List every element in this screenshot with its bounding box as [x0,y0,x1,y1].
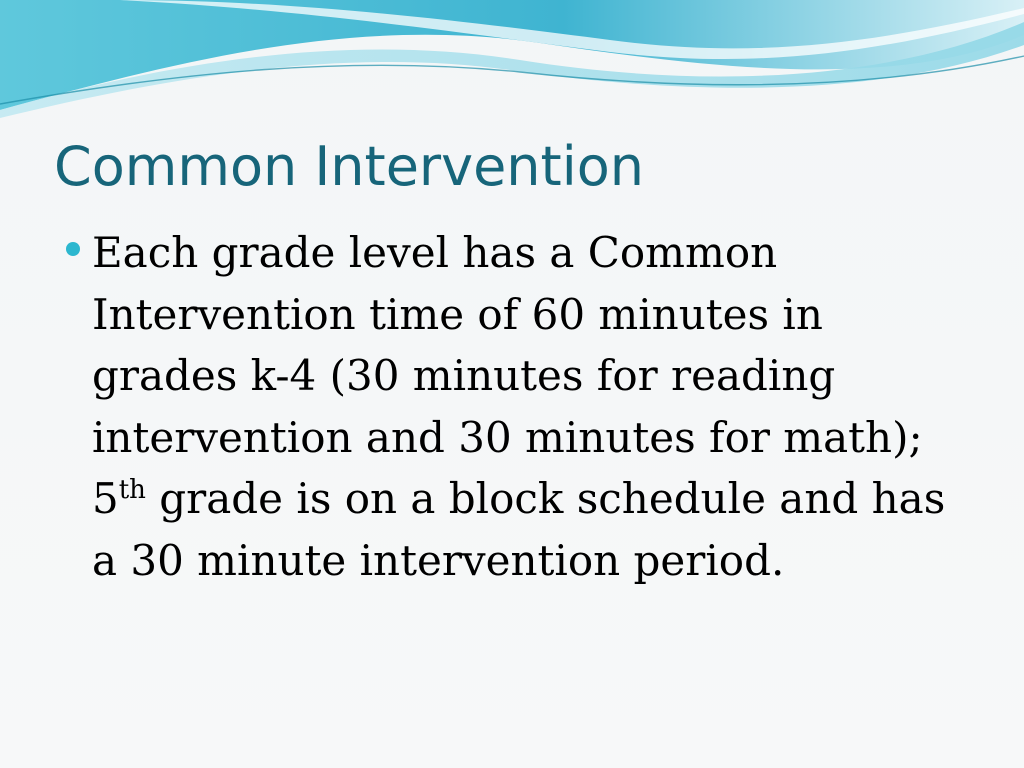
bullet-line-4: intervention and 30 minutes for math); [92,412,923,462]
bullet-line-5 [92,468,966,530]
bullet-line-2: Intervention time of 60 minutes in [92,289,823,339]
ordinal-suffix: th [118,475,146,505]
decorative-wave-header [0,0,1024,120]
bullet-line-3: grades k-4 (30 minutes for reading [92,351,836,400]
grade-number: 5 [92,474,119,523]
bullet-line-5-text: grade is on a block schedule and has [145,474,946,523]
bullet-line-6: a 30 minute intervention period. [92,535,785,585]
bullet-item [66,222,966,591]
bullet-dot-icon [66,242,80,256]
wave-top-band [0,0,1024,110]
slide-title: Common Intervention [54,135,644,198]
bullet-list [66,222,966,591]
bullet-line-1: Each grade level has a Common [92,228,778,277]
